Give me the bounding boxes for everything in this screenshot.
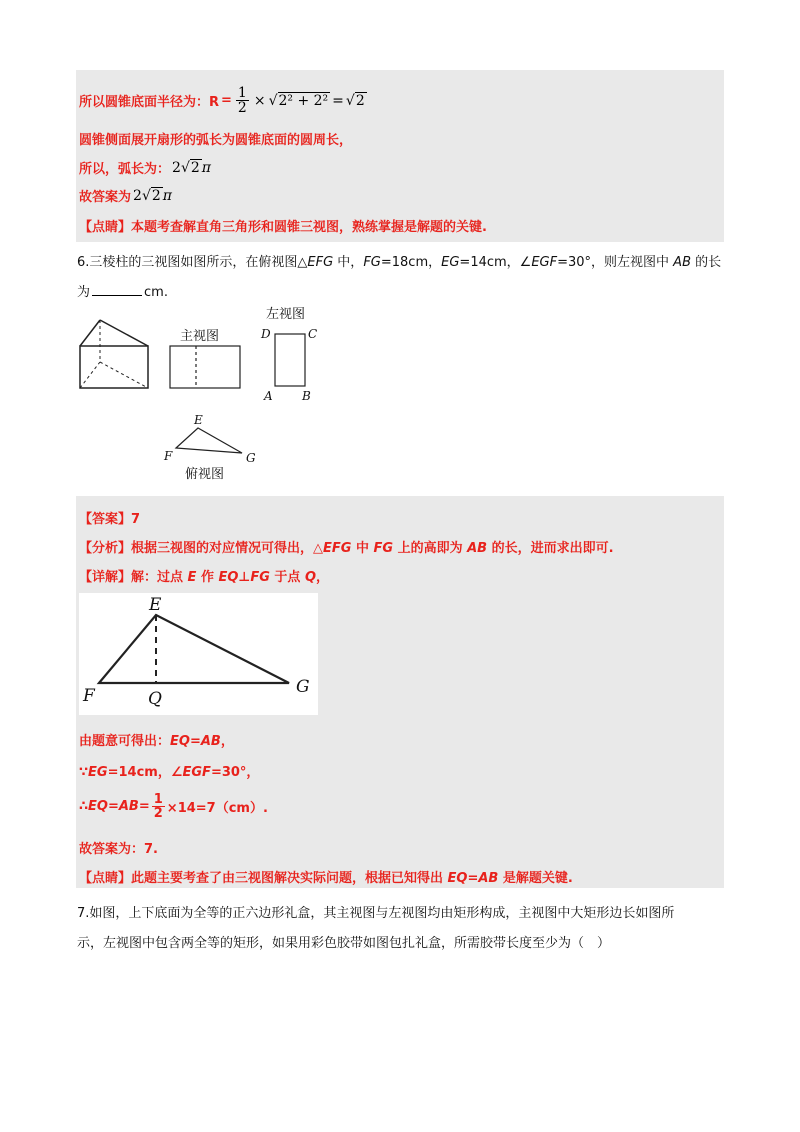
question-7-line-1: 7.如图，上下底面为全等的正六边形礼盒，其主视图与左视图均由矩形构成，主视图中大矩形边长如图所: [77, 906, 675, 921]
fraction-half: $\frac{1}{2}$: [237, 85, 247, 116]
radius-line: 所以圆锥底面半径为：R = $\frac{1}{2}$ × √ 2² + 2² = √ 2: [79, 85, 365, 116]
arc-line: 圆锥侧面展开扇形的弧长为圆锥底面的圆周长，: [79, 133, 353, 148]
fraction-half-2: $\frac{1}{2}$: [153, 792, 163, 821]
left-view: [275, 334, 305, 386]
label-F-top: F: [164, 449, 173, 463]
dianjing-line: 【点睛】本题考查解直角三角形和圆锥三视图，熟练掌握是解题的关键.: [79, 220, 487, 235]
solution-line-3: ∴ EQ=AB = $\frac{1}{2}$ ×14=7（cm）.: [79, 792, 268, 821]
detail-line: 【详解】解：过点 E 作 EQ⊥FG 于点 Q，: [79, 570, 330, 585]
top-view-label: 俯视图: [185, 467, 225, 482]
label-E-top: E: [194, 413, 203, 427]
front-view-label: 主视图: [180, 329, 220, 344]
triangle-figure-box: [79, 593, 318, 715]
label-D: D: [261, 327, 271, 341]
answer-blank: [92, 283, 142, 296]
analysis-line: 【分析】根据三视图的对应情况可得出，△EFG 中 FG 上的高即为 AB 的长，进而求出即可.: [79, 541, 614, 556]
label-A: A: [264, 389, 273, 403]
label-C: C: [308, 327, 318, 341]
question-6-line-2: 为 cm.: [77, 285, 168, 300]
triangle-figure: [79, 593, 318, 715]
arc-length-line: 所以，弧长为： 2 √ 2 π: [79, 159, 211, 177]
label-G-top: G: [246, 451, 256, 465]
front-view: [170, 346, 240, 388]
solution-dianjing: 【点睛】此题主要考查了由三视图解决实际问题，根据已知得出 EQ=AB 是解题关键.: [79, 871, 573, 886]
label-F: F: [83, 686, 95, 706]
question-6-line-1: 6.三棱柱的三视图如图所示，在俯视图△EFG 中，FG=18cm，EG=14cm，∠EGF=30°，则左视图中 AB 的长: [77, 255, 722, 270]
final-answer-line: 故答案为 2 √ 2 π: [79, 187, 172, 205]
label-B: B: [302, 389, 311, 403]
left-view-label: 左视图: [266, 307, 306, 322]
solution-line-4: 故答案为：7.: [79, 842, 158, 857]
triangle-EFG: [99, 615, 289, 683]
prism-sketch: [80, 320, 148, 388]
top-view-triangle: [176, 428, 242, 453]
solution-line-2: ∵EG=14cm，∠EGF=30°，: [79, 765, 260, 780]
answer-line: 【答案】7: [79, 512, 141, 527]
label-G: G: [296, 677, 310, 697]
solution-line-1: 由题意可得出：EQ=AB，: [79, 734, 234, 749]
question-7-line-2: 示，左视图中包含两全等的矩形，如果用彩色胶带如图包扎礼盒，所需胶带长度至少为（ ）: [77, 936, 611, 951]
three-views-figure: [72, 300, 332, 490]
label-E: E: [149, 595, 162, 615]
label-Q: Q: [148, 689, 162, 709]
